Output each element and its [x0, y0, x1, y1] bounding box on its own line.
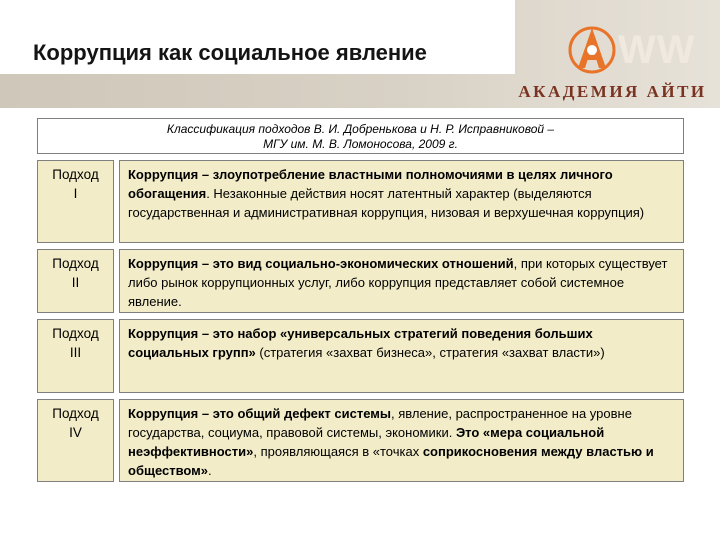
approach-label: Подход	[52, 326, 99, 341]
approach-label: Подход	[52, 167, 99, 182]
approach-numeral: IV	[69, 425, 82, 440]
approach-description	[119, 249, 684, 313]
approaches-table	[37, 160, 684, 488]
approach-number-cell	[37, 319, 114, 393]
approach-text: (стратегия «захват бизнеса», стратегия «захват власти»)	[255, 345, 605, 360]
caption-line-1: Классификация подходов В. И. Добренькова и Н. Р. Исправниковой –	[166, 122, 555, 136]
approach-text-bold: Это «мера социальной неэффективности»	[128, 425, 605, 459]
table-row	[37, 160, 684, 243]
approach-number-cell	[37, 399, 114, 482]
caption-line-2: МГУ им. М. В. Ломоносова, 2009 г.	[263, 137, 458, 151]
logo-watermark: WW	[618, 28, 696, 72]
approach-label: Подход	[52, 406, 99, 421]
approach-numeral: III	[69, 345, 82, 360]
academy-a-logo-icon	[565, 22, 619, 76]
approach-description	[119, 399, 684, 482]
logo-text: АКАДЕМИЯ АЙТИ	[518, 82, 707, 101]
logo	[510, 20, 715, 106]
approach-text: , явление, распространенное на уровне государства, социума, правовой системы, экономики.	[128, 406, 632, 440]
table-row	[37, 399, 684, 482]
approach-numeral: I	[73, 186, 78, 201]
approach-number-cell	[37, 160, 114, 243]
approach-text-bold: Коррупция – это набор «универсальных стратегий поведения больших социальных групп»	[128, 326, 593, 360]
approach-text: , проявляющаяся в «точках	[253, 444, 423, 459]
approach-text: , при которых существует либо рынок коррупционных услуг, либо коррупция представляет собой системное явление.	[128, 256, 668, 309]
approach-description	[119, 160, 684, 243]
slide-title: Коррупция как социальное явление	[33, 40, 427, 65]
table-row	[37, 249, 684, 313]
approach-text: . Незаконные действия носят латентный характер (выделяются государственная и административная коррупция, низовая и верхушечная коррупция)	[128, 186, 645, 220]
approach-numeral: II	[71, 275, 80, 290]
approach-text-bold: Коррупция – злоупотребление властными полномочиями в целях личного обогащения	[128, 167, 613, 201]
approach-description	[119, 319, 684, 393]
approach-text-bold: Коррупция – это вид социально-экономических отношений	[128, 256, 514, 271]
approach-label: Подход	[52, 256, 99, 271]
table-row	[37, 319, 684, 393]
approach-text-bold: соприкосновения между властью и обществом»	[128, 444, 654, 478]
approach-text: .	[208, 463, 212, 478]
approach-text-bold: Коррупция – это общий дефект системы	[128, 406, 391, 421]
table-caption	[37, 118, 684, 154]
approach-number-cell	[37, 249, 114, 313]
